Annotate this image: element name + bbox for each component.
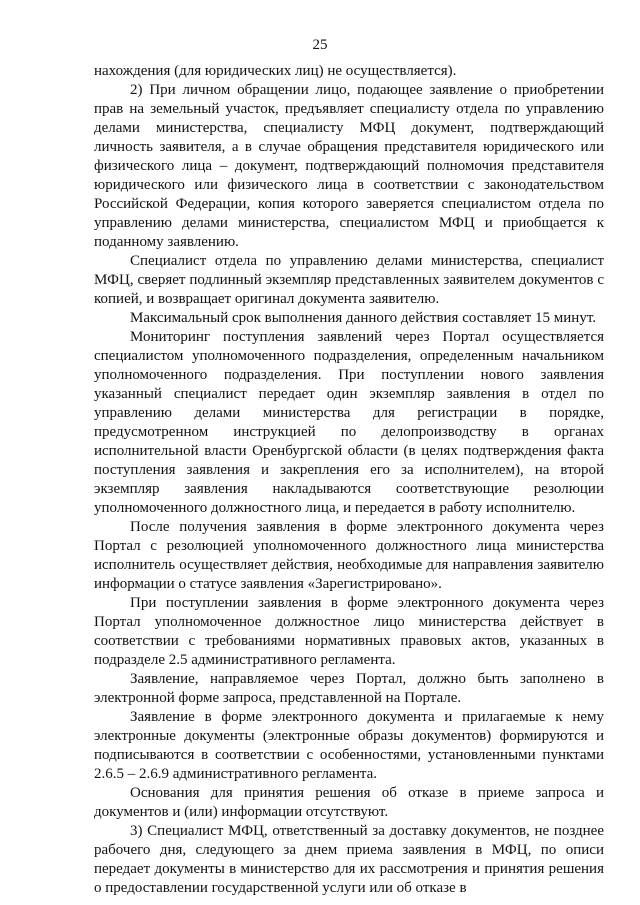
paragraph: 2) При личном обращении лицо, подающее заявление о приобретении прав на земельный участок, предъявляет специалисту отдела по управлению делами министерства, специалисту МФЦ документ, подтверждающий личность заявителя, а в случае обращения представителя юридического или физического лица – документ, подтверждающий полномочия представителя юридического или физического лица в соответствии с законодательством Российской Федерации, копия которого заверяется специалистом отдела по управлению делами министерства, специалистом МФЦ и приобщается к поданному заявлению. xyxy=(94,82,604,250)
paragraph: Мониторинг поступления заявлений через Портал осуществляется специалистом уполномоченного подразделения, определенным начальником уполномоченного подразделения. При поступлении нового заявления указанный специалист передает один экземпляр заявления в отдел по управлению делами министерства для регистрации в порядке, предусмотренном инструкцией по делопроизводству в органах исполнительной власти Оренбургской области (в целях подтверждения факта поступления заявления и закрепления его за исполнителем), на второй экземпляр заявления накладываются соответствующие резолюции уполномоченного должностного лица, и передается в работу исполнителю. xyxy=(94,329,604,516)
paragraph: Максимальный срок выполнения данного действия составляет 15 минут. xyxy=(130,310,596,326)
paragraph: Основания для принятия решения об отказе в приеме запроса и документов и (или) информации отсутствуют. xyxy=(94,785,604,820)
paragraph: При поступлении заявления в форме электронного документа через Портал уполномоченное должностное лицо министерства действует в соответствии с требованиями нормативных правовых актов, указанных в подразделе 2.5 административного регламента. xyxy=(94,595,604,668)
paragraph: Заявление в форме электронного документа и прилагаемые к нему электронные документы (электронные образы документов) формируются и подписываются в соответствии с особенностями, установленными пунктами 2.6.5 – 2.6.9 административного регламента. xyxy=(94,709,604,782)
paragraph: Специалист отдела по управлению делами министерства, специалист МФЦ, сверяет подлинный экземпляр представленных заявителем документов с копией, и возвращает оригинал документа заявителю. xyxy=(94,253,604,307)
paragraph: нахождения (для юридических лиц) не осуществляется). xyxy=(94,63,457,79)
document-body xyxy=(94,62,604,898)
paragraph: 3) Специалист МФЦ, ответственный за доставку документов, не позднее рабочего дня, следующего за днем приема заявления в МФЦ, по описи передает документы в министерство для их рассмотрения и принятия решения о предоставлении государственной услуги или об отказе в xyxy=(94,823,604,896)
page-number: 25 xyxy=(312,37,328,53)
paragraph: После получения заявления в форме электронного документа через Портал с резолюцией уполномоченного должностного лица министерства исполнитель осуществляет действия, необходимые для направления заявителю информации о статусе заявления «Зарегистрировано». xyxy=(94,519,604,592)
paragraph: Заявление, направляемое через Портал, должно быть заполнено в электронной форме запроса, представленной на Портале. xyxy=(94,671,604,706)
